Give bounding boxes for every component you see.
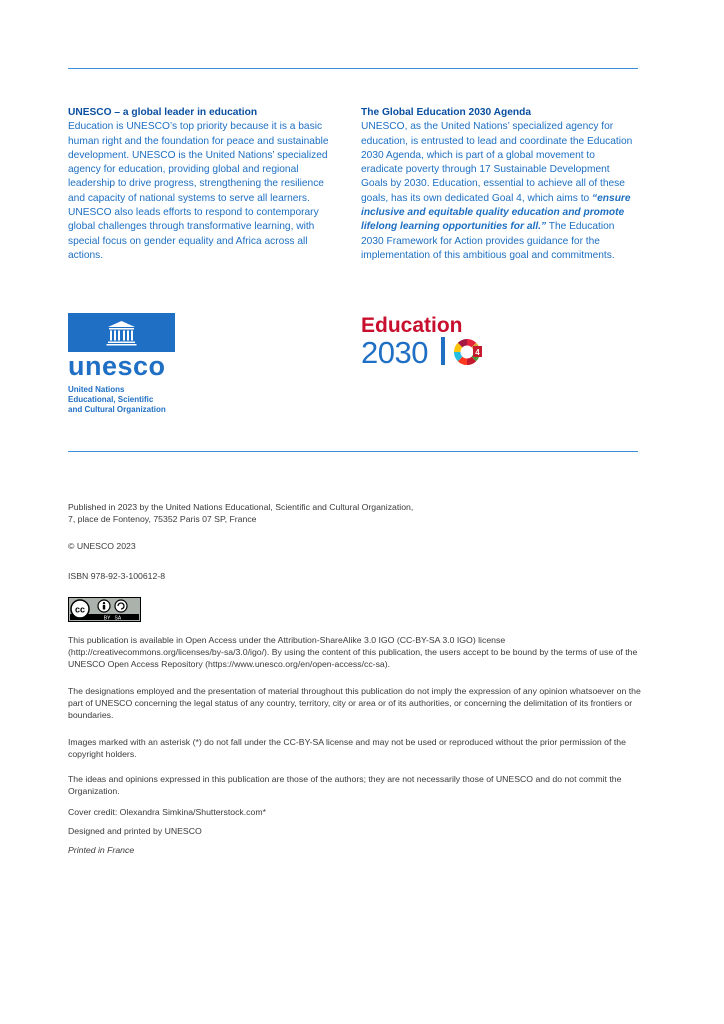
unesco-subtitle: [68, 385, 166, 414]
middle-divider: [68, 451, 638, 452]
education-agenda-body: [361, 120, 633, 263]
printed-in: Printed in France: [68, 845, 135, 855]
sdg-wheel-icon: [454, 339, 482, 365]
education-wordmark: Education: [361, 314, 463, 337]
unesco-leader-title: UNESCO – a global leader in education: [68, 107, 258, 118]
unesco-leader-section: [68, 106, 340, 263]
copyright-line: © UNESCO 2023: [68, 541, 136, 551]
unesco-subtitle-line: Educational, Scientific: [68, 394, 154, 404]
temple-icon: [68, 313, 175, 352]
sdg-goal-number: 4: [475, 348, 480, 357]
cc-by-sa-badge: [68, 597, 141, 622]
agenda-body-intro: UNESCO, as the United Nations’ specialized agency for education, is entrusted to lead and coordinate the Education 2030 Agenda, which is part of a global movement to eradicate poverty through 17 Sustainable Development Goals by 2030. Education, essential to achieve all of these goals, has its own dedicated Goal 4, which aims to: [361, 121, 633, 204]
agenda-goal-quote: “ensure inclusive and equitable quality education and promote lifelong learning opportunities for all.”: [361, 192, 631, 233]
unesco-subtitle-line: United Nations: [68, 385, 125, 394]
published-line-1: Published in 2023 by the United Nations Educational, Scientific and Cultural Organization,: [68, 502, 414, 512]
education-year: 2030: [361, 335, 428, 368]
cover-credit: Cover credit: Olexandra Simkina/Shutterstock.com*: [68, 807, 266, 817]
unesco-wordmark: unesco: [68, 351, 166, 381]
designed-by: Designed and printed by UNESCO: [68, 826, 202, 836]
unesco-temple-emblem: [68, 313, 175, 352]
open-access-notice: This publication is available in Open Access under the Attribution-ShareAlike 3.0 IGO (CC-BY-SA 3.0 IGO) license (http://creativecommons.org/licenses/by-sa/3.0/igo/). By using the content of this publication, the users accept to be bound by the terms of use of the UNESCO Open Access Repository (https://www.unesco.org/en/open-access/cc-sa).: [68, 635, 638, 669]
images-notice: Images marked with an asterisk (*) do not fall under the CC-BY-SA license and may not be used or reproduced without the prior permission of the copyright holders.: [68, 737, 626, 759]
education-agenda-title: The Global Education 2030 Agenda: [361, 107, 532, 118]
svg-text:cc: cc: [74, 604, 86, 615]
publisher-info: [68, 502, 652, 526]
opinions-disclaimer: The ideas and opinions expressed in this publication are those of the authors; they are not necessarily those of UNESCO and do not commit the Organization.: [68, 774, 622, 796]
agenda-body-outro: The Education 2030 Framework for Action provides guidance for the implementation of this ambitious goal and commitments.: [361, 221, 615, 261]
cc-badge-text: BY SA: [103, 615, 122, 621]
education-2030-logo: [361, 312, 485, 368]
cc-license-icon: [69, 598, 140, 621]
unesco-subtitle-line: and Cultural Organization: [68, 404, 166, 414]
top-divider: [68, 68, 638, 69]
published-line-2: 7, place de Fontenoy, 75352 Paris 07 SP, France: [68, 513, 257, 524]
designations-disclaimer: The designations employed and the presentation of material throughout this publication do not imply the expression of any opinion whatsoever on the part of UNESCO concerning the legal status of any country, territory, city or area or of its authorities, or concerning the delimitation of its frontiers or boundaries.: [68, 686, 641, 720]
unesco-leader-body: Education is UNESCO’s top priority because it is a basic human right and the foundation for peace and sustainable development. UNESCO is the United Nations’ specialized agency for education, providing global and regional leadership to drive progress, strengthening the resilience and capacity of national systems to serve all learners. UNESCO also leads efforts to respond to contemporary global challenges through transformative learning, with special focus on gender equality and Africa across all actions.: [68, 121, 329, 261]
education-agenda-section: [361, 106, 633, 263]
education-logo-bar: [441, 337, 445, 365]
isbn-line: ISBN 978-92-3-100612-8: [68, 571, 166, 581]
